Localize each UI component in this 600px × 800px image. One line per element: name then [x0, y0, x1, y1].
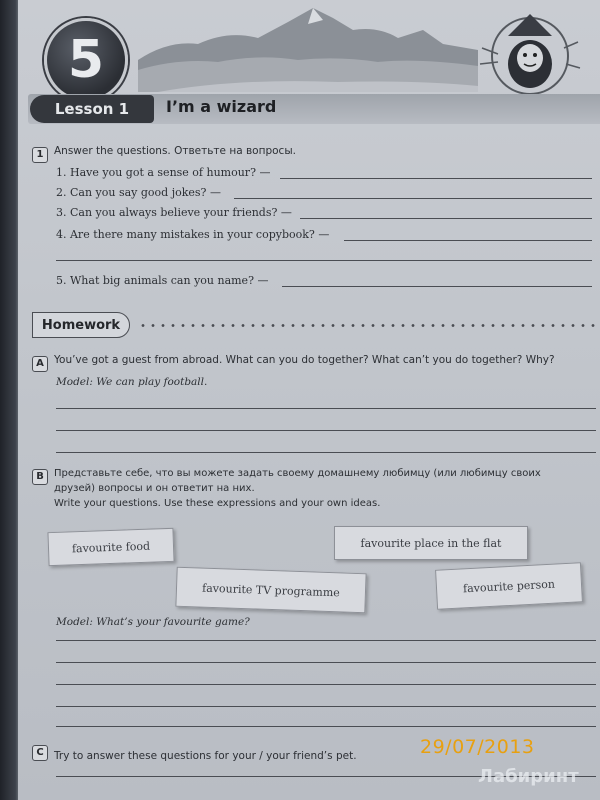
answer-line[interactable]	[56, 640, 596, 641]
task-1-number: 1	[32, 144, 48, 163]
lesson-title: I’m a wizard	[166, 97, 277, 116]
answer-line[interactable]	[56, 452, 596, 453]
answer-line[interactable]	[56, 260, 592, 261]
answer-line[interactable]	[56, 662, 596, 663]
task-b-instruction-ru-2: друзей) вопросы и он ответит на них.	[54, 483, 255, 494]
wizard-illustration	[468, 8, 588, 108]
answer-line[interactable]	[280, 178, 592, 179]
unit-number-badge	[44, 18, 128, 102]
answer-line[interactable]	[344, 240, 592, 241]
watermark-logo: Лабиринт	[478, 766, 579, 787]
task-b-letter: B	[32, 466, 48, 485]
photo-date-stamp: 29/07/2013	[420, 736, 535, 758]
answer-line[interactable]	[234, 198, 592, 199]
task-b-instruction-ru-1: Представьте себе, что вы можете задать своему домашнему любимцу (или любимцу своих	[54, 468, 541, 479]
dotted-divider	[138, 324, 598, 327]
expression-card: favourite food	[47, 528, 174, 566]
lesson-label: Lesson 1	[30, 95, 154, 123]
unit-number: 5	[67, 30, 105, 90]
answer-line[interactable]	[300, 218, 592, 219]
expression-card: favourite TV programme	[175, 567, 366, 614]
answer-line[interactable]	[56, 684, 596, 685]
task-a-letter: A	[32, 353, 48, 372]
homework-label: Homework	[32, 312, 130, 338]
task-1-instruction: Answer the questions. Ответьте на вопросы.	[54, 145, 296, 157]
workbook-page	[18, 0, 600, 800]
task-1-question-4: 4. Are there many mistakes in your copybook? —	[56, 228, 330, 241]
answer-line[interactable]	[282, 286, 592, 287]
task-c-letter: C	[32, 742, 48, 761]
task-a-model: Model: We can play football.	[56, 376, 208, 388]
task-1-question-3: 3. Can you always believe your friends? —	[56, 206, 292, 219]
task-a-instruction: You’ve got a guest from abroad. What can you do together? What can’t you do together? Why?	[54, 354, 555, 366]
expression-card: favourite place in the flat	[334, 526, 528, 560]
task-1-question-1: 1. Have you got a sense of humour? —	[56, 166, 271, 179]
mountain-illustration	[138, 0, 478, 92]
answer-line[interactable]	[56, 726, 596, 727]
task-b-model: Model: What’s your favourite game?	[56, 616, 250, 628]
expression-card: favourite person	[435, 562, 583, 610]
answer-line[interactable]	[56, 408, 596, 409]
task-c-instruction: Try to answer these questions for your / your friend’s pet.	[54, 750, 357, 762]
answer-line[interactable]	[56, 706, 596, 707]
task-1-question-5: 5. What big animals can you name? —	[56, 274, 269, 287]
task-b-instruction-en: Write your questions. Use these expressions and your own ideas.	[54, 498, 381, 509]
task-1-question-2: 2. Can you say good jokes? —	[56, 186, 221, 199]
answer-line[interactable]	[56, 430, 596, 431]
